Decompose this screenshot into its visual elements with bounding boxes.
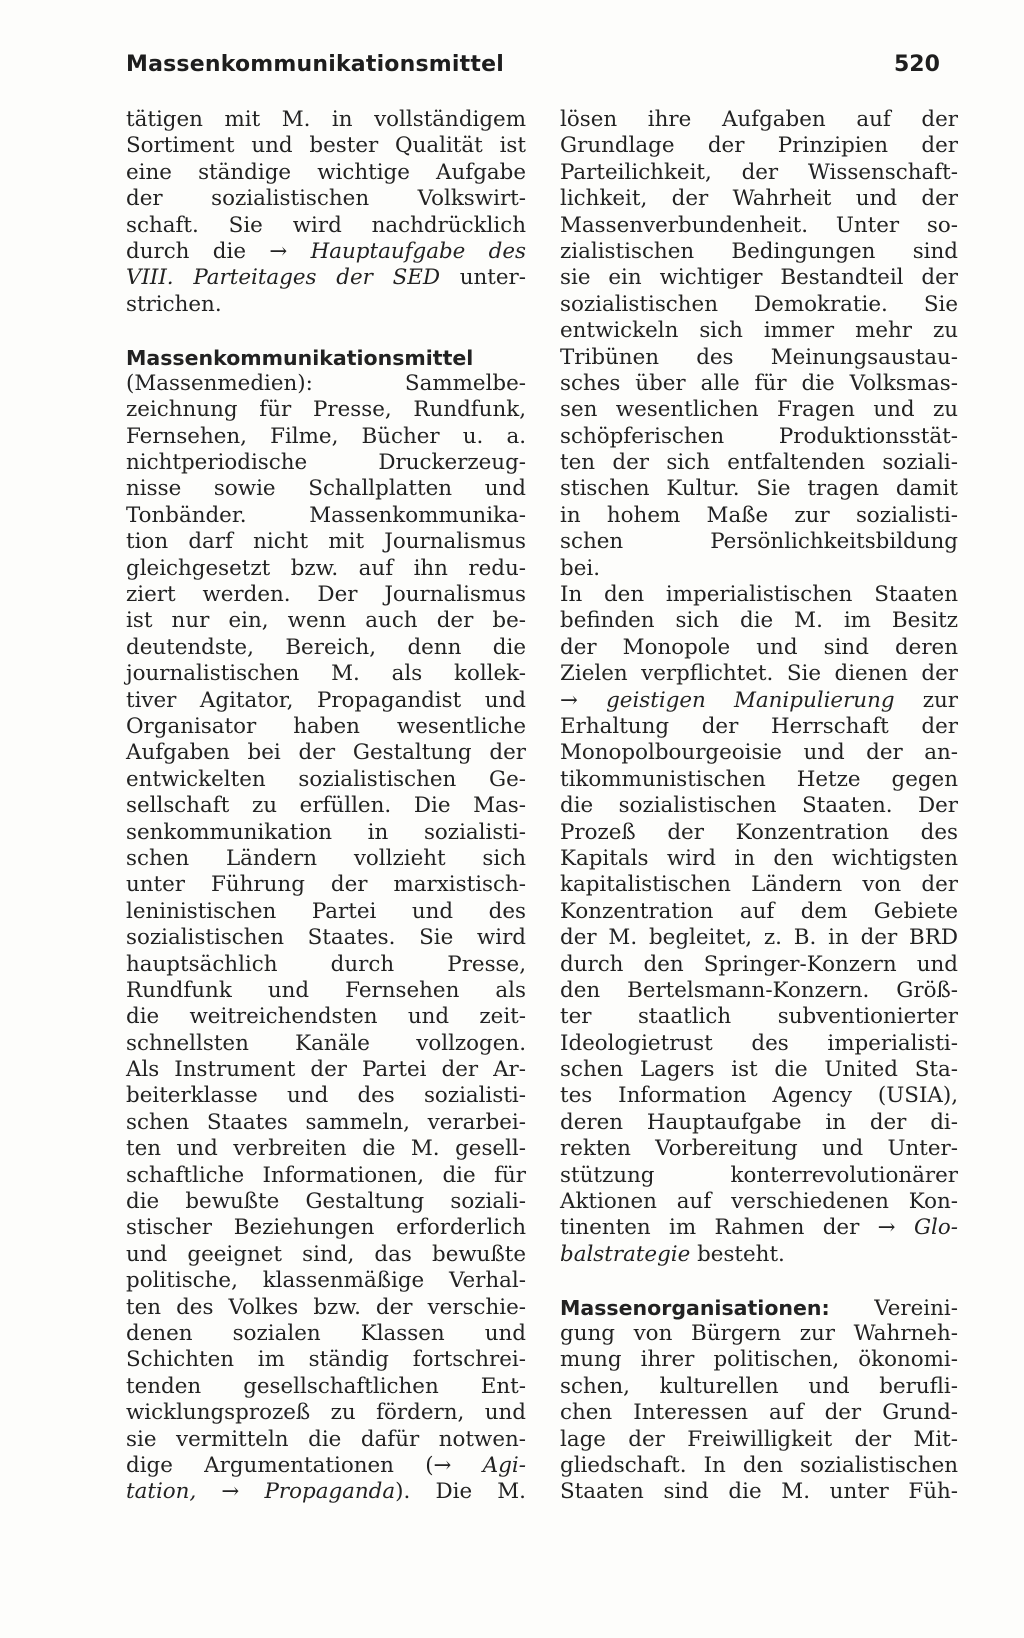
entry-title: Massenkommunikationsmittel: [126, 345, 474, 370]
text-line: Staaten sind die M. unter Füh-: [560, 1479, 958, 1505]
text-line: bei.: [560, 555, 600, 581]
text-line: ist nur ein, wenn auch der be-: [126, 608, 526, 634]
text-line: [126, 1453, 526, 1479]
text-line: chen Interessen auf der Grund-: [560, 1400, 958, 1426]
text-line: [126, 265, 526, 291]
text-run: Vereini-: [829, 1295, 958, 1321]
text-line: Rundfunk und Fernsehen als: [126, 977, 526, 1003]
text-line: Sortiment und bester Qualität ist: [126, 133, 526, 159]
cross-reference: tation,: [126, 1479, 197, 1505]
text-line: durch den Springer-Konzern und: [560, 951, 958, 977]
cross-reference: VIII. Parteitages der SED: [126, 265, 440, 291]
text-line: wicklungsprozeß zu fördern, und: [126, 1400, 526, 1426]
text-line: tes Information Agency (USIA),: [560, 1083, 958, 1109]
text-line: gliedschaft. In den sozialistischen: [560, 1452, 958, 1478]
text-run: durch die: [126, 238, 270, 264]
text-line: schen Lagers ist die United Sta-: [560, 1057, 958, 1083]
right-column: [560, 107, 958, 1506]
text-line: hauptsächlich durch Presse,: [126, 951, 526, 977]
text-line: gleichgesetzt bzw. auf ihn redu-: [126, 555, 526, 581]
text-line: sozialistischen Demokratie. Sie: [560, 291, 958, 317]
cross-reference-arrow-icon: →: [196, 1479, 265, 1505]
text-run: besteht.: [690, 1241, 785, 1267]
text-line: eine ständige wichtige Aufgabe: [126, 159, 526, 185]
running-head: Massenkommunikationsmittel: [126, 52, 504, 77]
text-line: Tonbänder. Massenkommunika-: [126, 502, 526, 528]
text-line: der Monopole und sind deren: [560, 634, 958, 660]
text-line: die weitreichendsten und zeit-: [126, 1004, 526, 1030]
text-line: ten der sich entfaltenden soziali-: [560, 450, 958, 476]
text-line: stischer Beziehungen erforderlich: [126, 1215, 526, 1241]
paragraph-continuation: [560, 107, 958, 582]
text-line: tätigen mit M. in vollständigem: [126, 107, 526, 132]
text-line: und geeignet sind, das bewußte: [126, 1241, 526, 1267]
text-line: [560, 1215, 958, 1241]
text-line: beiterklasse und des sozialisti-: [126, 1083, 526, 1109]
cross-reference-arrow-icon: →: [877, 1215, 896, 1241]
cross-reference-arrow-icon: →: [560, 687, 578, 713]
paragraph: [560, 582, 958, 1268]
entry-massenorganisationen: [560, 1295, 958, 1506]
text-line: tion darf nicht mit Journalismus: [126, 529, 526, 555]
text-line: In den imperialistischen Staaten: [560, 582, 958, 608]
text-line: Ideologietrust des imperialisti-: [560, 1030, 958, 1056]
text-line: Fernsehen, Filme, Bücher u. a.: [126, 423, 526, 449]
text-line: Erhaltung der Herrschaft der: [560, 713, 958, 739]
text-line: [126, 239, 526, 265]
cross-reference: Hauptaufgabe des: [287, 238, 526, 264]
text-line: [560, 688, 958, 714]
text-line: deren Hauptaufgabe in der di-: [560, 1109, 958, 1135]
text-line: zialistischen Bedingungen sind: [560, 238, 958, 264]
text-line: der M. begleitet, z. B. in der BRD: [560, 925, 958, 951]
cross-reference: Glo-: [895, 1215, 958, 1241]
text-line: Aufgaben bei der Gestaltung der: [126, 740, 526, 766]
text-line: die bewußte Gestaltung soziali-: [126, 1189, 526, 1215]
text-line: entwickeln sich immer mehr zu: [560, 318, 958, 344]
text-line: politische, klassenmäßige Verhal-: [126, 1268, 526, 1294]
text-line: schen Persönlichkeitsbildung: [560, 529, 958, 555]
text-line: schnellsten Kanäle vollzogen.: [126, 1030, 526, 1056]
text-line: tikommunistischen Hetze gegen: [560, 766, 958, 792]
text-line: ten und verbreiten die M. gesell-: [126, 1136, 526, 1162]
text-line: zeichnung für Presse, Rundfunk,: [126, 397, 526, 423]
cross-reference: Agi-: [451, 1452, 526, 1478]
paragraph-continuation: [126, 107, 526, 318]
text-line: sie vermitteln die dafür notwen-: [126, 1426, 526, 1452]
cross-reference-arrow-icon: →: [433, 1452, 452, 1478]
cross-reference: Propaganda: [264, 1479, 396, 1505]
text-line: rekten Vorbereitung und Unter-: [560, 1136, 958, 1162]
text-line: tenden gesellschaftlichen Ent-: [126, 1373, 526, 1399]
text-line: senkommunikation in sozialisti-: [126, 819, 526, 845]
text-run: tinenten im Rahmen der: [560, 1215, 878, 1241]
text-run: unter-: [440, 265, 526, 291]
text-line: Zielen verpflichtet. Sie dienen der: [560, 661, 958, 687]
page-number: 520: [894, 52, 940, 77]
text-line: Monopolbourgeoisie und der an-: [560, 740, 958, 766]
text-line: schen Ländern vollzieht sich: [126, 845, 526, 871]
text-line: gung von Bürgern zur Wahrneh-: [560, 1320, 958, 1346]
text-line: Prozeß der Konzentration des: [560, 819, 958, 845]
text-line: lichkeit, der Wahrheit und der: [560, 186, 958, 212]
cross-reference: geistigen Manipulierung: [577, 687, 895, 713]
text-line: sen wesentlichen Fragen und zu: [560, 397, 958, 423]
text-line: mung ihrer politischen, ökonomi-: [560, 1347, 958, 1373]
text-line: entwickelten sozialistischen Ge-: [126, 766, 526, 792]
text-run: dige Argumentationen (: [126, 1452, 434, 1478]
text-line: sozialistischen Staates. Sie wird: [126, 925, 526, 951]
text-line: leninistischen Partei und des: [126, 898, 526, 924]
text-line: kapitalistischen Ländern von der: [560, 872, 958, 898]
text-line: [560, 1295, 958, 1321]
text-line: nisse sowie Schallplatten und: [126, 476, 526, 502]
text-line: ten des Volkes bzw. der verschie-: [126, 1294, 526, 1320]
text-line: strichen.: [126, 291, 222, 317]
text-line: Massenverbundenheit. Unter so-: [560, 212, 958, 238]
text-line: [126, 1479, 526, 1505]
text-line: sellschaft zu erfüllen. Die Mas-: [126, 793, 526, 819]
text-line: Konzentration auf dem Gebiete: [560, 898, 958, 924]
text-line: die sozialistischen Staaten. Der: [560, 793, 958, 819]
text-line: befinden sich die M. im Besitz: [560, 608, 958, 634]
text-line: ter staatlich subventionierter: [560, 1004, 958, 1030]
text-line: denen sozialen Klassen und: [126, 1320, 526, 1346]
text-line: journalistischen M. als kollek-: [126, 661, 526, 687]
text-line: sie ein wichtiger Bestandteil der: [560, 265, 958, 291]
cross-reference-arrow-icon: →: [269, 238, 288, 264]
text-line: schöpferischen Produktionsstät-: [560, 423, 958, 449]
text-line: [560, 1242, 958, 1268]
text-line: Parteilichkeit, der Wissenschaft-: [560, 159, 958, 185]
text-line: Schichten im ständig fortschrei-: [126, 1347, 526, 1373]
text-line: Aktionen auf verschiedenen Kon-: [560, 1189, 958, 1215]
text-line: lösen ihre Aufgaben auf der: [560, 107, 958, 132]
text-line: stützung konterrevolutionärer: [560, 1162, 958, 1188]
text-line: nichtperiodische Druckerzeug-: [126, 450, 526, 476]
entry-massenkommunikationsmittel: [126, 345, 526, 1506]
text-line: lage der Freiwilligkeit der Mit-: [560, 1426, 958, 1452]
text-line: in hohem Maße zur sozialisti-: [560, 502, 958, 528]
text-line: den Bertelsmann-Konzern. Größ-: [560, 977, 958, 1003]
left-column: [126, 107, 526, 1506]
text-line: Kapitals wird in den wichtigsten: [560, 845, 958, 871]
text-line: tiver Agitator, Propagandist und: [126, 687, 526, 713]
text-line: Grundlage der Prinzipien der: [560, 133, 958, 159]
page-header: [0, 0, 1024, 110]
text-run: zur: [894, 687, 958, 713]
entry-title: Massenorganisationen:: [560, 1295, 830, 1320]
text-line: schaft. Sie wird nachdrücklich: [126, 212, 526, 238]
text-line: schen Staates sammeln, verarbei-: [126, 1109, 526, 1135]
text-line: Organisator haben wesentliche: [126, 713, 526, 739]
text-line: stischen Kultur. Sie tragen damit: [560, 476, 958, 502]
text-line: ziert werden. Der Journalismus: [126, 582, 526, 608]
cross-reference: balstrategie: [560, 1241, 691, 1267]
text-line: Tribünen des Meinungsaustau-: [560, 344, 958, 370]
text-line: deutendste, Bereich, denn die: [126, 634, 526, 660]
text-run: ). Die M.: [395, 1479, 526, 1505]
text-line: unter Führung der marxistisch-: [126, 872, 526, 898]
text-line: (Massenmedien): Sammelbe-: [126, 370, 526, 396]
text-line: Als Instrument der Partei der Ar-: [126, 1057, 526, 1083]
text-line: sches über alle für die Volksmas-: [560, 370, 958, 396]
text-line: schen, kulturellen und berufli-: [560, 1373, 958, 1399]
text-line: schaftliche Informationen, die für: [126, 1162, 526, 1188]
text-line: der sozialistischen Volkswirt-: [126, 186, 526, 212]
